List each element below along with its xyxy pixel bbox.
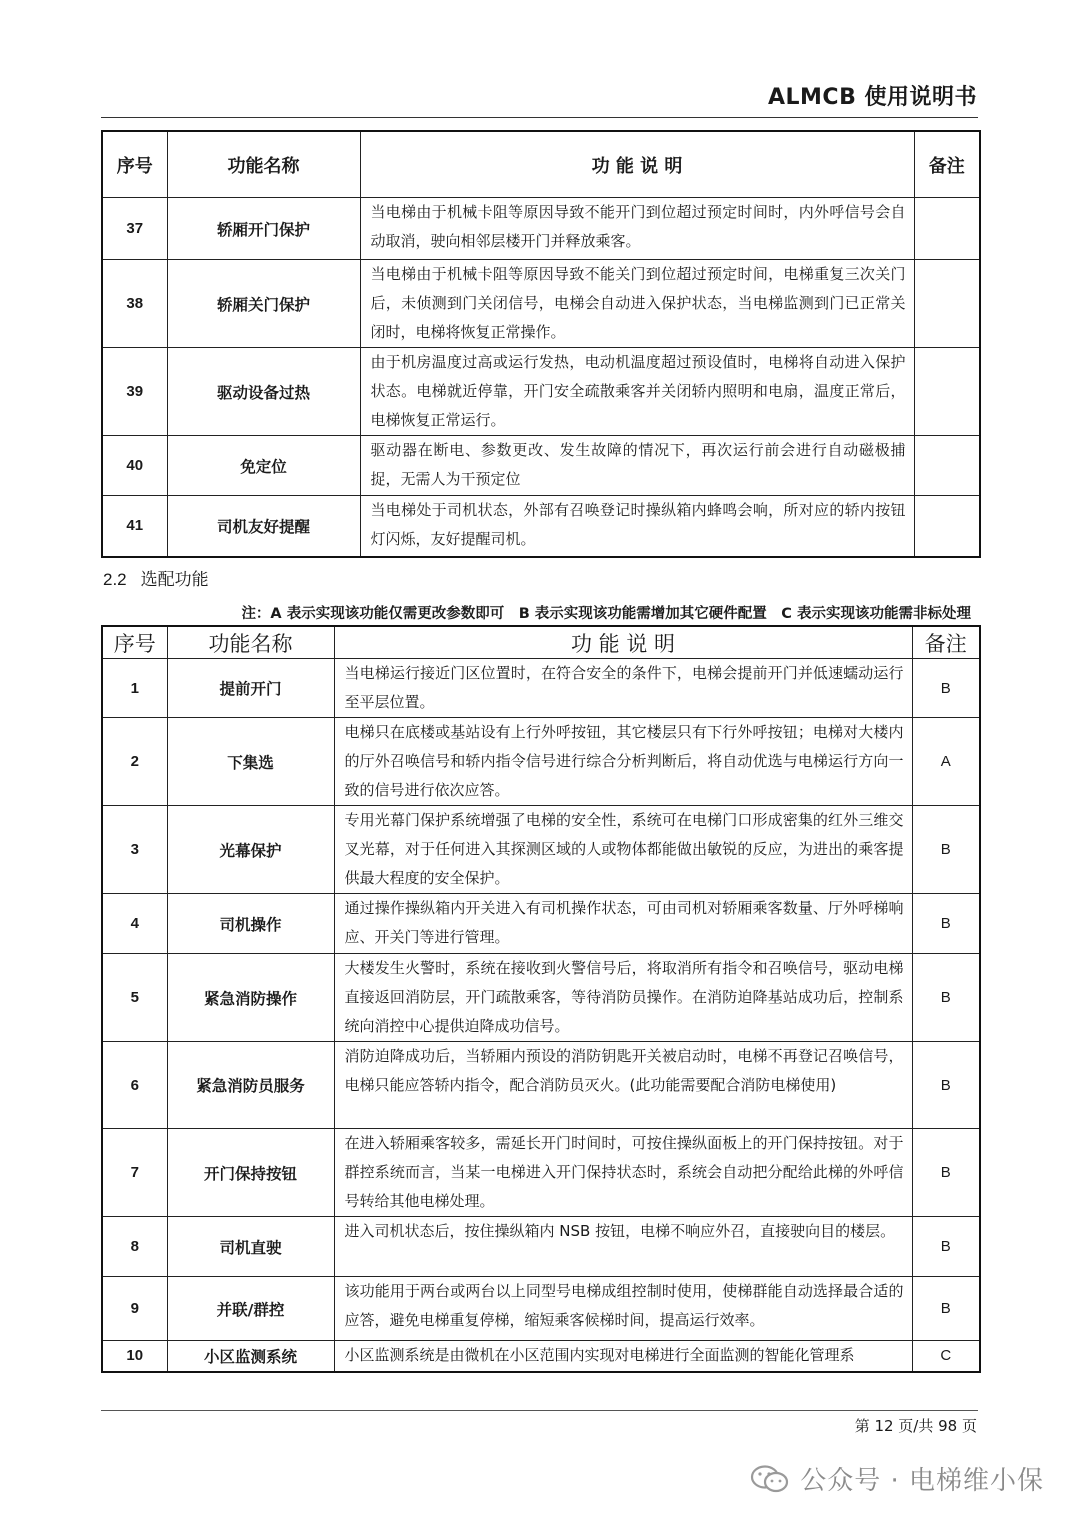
table-row <box>102 718 980 806</box>
function-description: 通过操作操纵箱内开关进入有司机操作状态，可由司机对轿厢乘客数量、厅外呼梯响应、开关门等进行管理。 <box>334 894 912 954</box>
remark: B <box>912 659 980 718</box>
row-number: 38 <box>102 260 167 348</box>
function-description: 当电梯运行接近门区位置时，在符合安全的条件下，电梯会提前开门并低速蠕动运行至平层位置。 <box>334 659 912 718</box>
page-number: 第 12 页/共 98 页 <box>854 1417 977 1435</box>
table-header-row <box>102 131 980 198</box>
table-row <box>102 954 980 1042</box>
function-name: 紧急消防操作 <box>167 954 334 1042</box>
wechat-icon <box>750 1464 790 1494</box>
table-row <box>102 1341 980 1372</box>
header-name: 功能名称 <box>167 131 360 198</box>
row-number: 9 <box>102 1277 167 1341</box>
table-row <box>102 806 980 894</box>
function-name: 光幕保护 <box>167 806 334 894</box>
header-no: 序号 <box>102 626 167 659</box>
header-name: 功能名称 <box>167 626 334 659</box>
function-name: 司机友好提醒 <box>167 496 360 557</box>
row-number: 2 <box>102 718 167 806</box>
function-name: 驱动设备过热 <box>167 348 360 436</box>
function-name: 开门保持按钮 <box>167 1129 334 1217</box>
standard-functions-table <box>101 130 981 558</box>
function-name: 下集选 <box>167 718 334 806</box>
remark <box>914 198 980 260</box>
remark <box>914 260 980 348</box>
function-description: 驱动器在断电、参数更改、发生故障的情况下，再次运行前会进行自动磁极捕捉，无需人为干预定位 <box>360 436 914 496</box>
header-desc: 功 能 说 明 <box>334 626 912 659</box>
row-number: 1 <box>102 659 167 718</box>
row-number: 7 <box>102 1129 167 1217</box>
function-description: 进入司机状态后，按住操纵箱内 NSB 按钮，电梯不响应外召，直接驶向目的楼层。 <box>334 1217 912 1277</box>
remark: A <box>912 718 980 806</box>
function-name: 小区监测系统 <box>167 1341 334 1372</box>
section-heading <box>103 565 209 590</box>
function-name: 司机操作 <box>167 894 334 954</box>
remark: B <box>912 894 980 954</box>
remark <box>914 348 980 436</box>
remark: B <box>912 1042 980 1129</box>
header-note: 备注 <box>914 131 980 198</box>
function-description: 在进入轿厢乘客较多，需延长开门时间时，可按住操纵面板上的开门保持按钮。对于群控系统而言，当某一电梯进入开门保持状态时，系统会自动把分配给此梯的外呼信号转给其他电梯处理。 <box>334 1129 912 1217</box>
remark <box>914 436 980 496</box>
table-row <box>102 260 980 348</box>
header-desc: 功 能 说 明 <box>360 131 914 198</box>
table-row <box>102 348 980 436</box>
watermark-text: 公众号 · 电梯维小保 <box>800 1466 1044 1496</box>
remark <box>914 496 980 557</box>
row-number: 4 <box>102 894 167 954</box>
footer-divider <box>101 1410 978 1411</box>
optional-functions-table <box>101 625 981 1373</box>
table-row <box>102 496 980 557</box>
function-name: 提前开门 <box>167 659 334 718</box>
function-name: 免定位 <box>167 436 360 496</box>
table-row <box>102 1129 980 1217</box>
row-number: 6 <box>102 1042 167 1129</box>
table-row <box>102 1217 980 1277</box>
table-row <box>102 659 980 718</box>
table-row <box>102 436 980 496</box>
row-number: 41 <box>102 496 167 557</box>
function-description: 大楼发生火警时，系统在接收到火警信号后，将取消所有指令和召唤信号，驱动电梯直接返回消防层，开门疏散乘客，等待消防员操作。在消防迫降基站成功后，控制系统向消控中心提供迫降成功信号。 <box>334 954 912 1042</box>
function-description: 该功能用于两台或两台以上同型号电梯成组控制时使用，使梯群能自动选择最合适的应答，避免电梯重复停梯，缩短乘客候梯时间，提高运行效率。 <box>334 1277 912 1341</box>
watermark <box>750 1460 1044 1497</box>
section-title: 选配功能 <box>140 570 209 590</box>
function-description: 当电梯由于机械卡阻等原因导致不能关门到位超过预定时间，电梯重复三次关门后，未侦测到门关闭信号，电梯会自动进入保护状态，当电梯监测到门已正常关闭时，电梯将恢复正常操作。 <box>360 260 914 348</box>
header-no: 序号 <box>102 131 167 198</box>
function-description: 消防迫降成功后，当轿厢内预设的消防钥匙开关被启动时，电梯不再登记召唤信号，电梯只能应答轿内指令，配合消防员灭火。(此功能需要配合消防电梯使用) <box>334 1042 912 1129</box>
remark: B <box>912 954 980 1042</box>
function-name: 轿厢开门保护 <box>167 198 360 260</box>
function-description: 小区监测系统是由微机在小区范围内实现对电梯进行全面监测的智能化管理系 <box>334 1341 912 1372</box>
table-row <box>102 1277 980 1341</box>
function-description: 当电梯由于机械卡阻等原因导致不能开门到位超过预定时间时，内外呼信号会自动取消，驶向相邻层楼开门并释放乘客。 <box>360 198 914 260</box>
row-number: 40 <box>102 436 167 496</box>
section-number: 2.2 <box>103 570 127 589</box>
table-row <box>102 198 980 260</box>
function-name: 司机直驶 <box>167 1217 334 1277</box>
row-number: 3 <box>102 806 167 894</box>
function-description: 电梯只在底楼或基站设有上行外呼按钮，其它楼层只有下行外呼按钮；电梯对大楼内的厅外召唤信号和轿内指令信号进行综合分析判断后，将自动优选与电梯运行方向一致的信号进行依次应答。 <box>334 718 912 806</box>
function-description: 由于机房温度过高或运行发热，电动机温度超过预设值时，电梯将自动进入保护状态。电梯就近停靠，开门安全疏散乘客并关闭轿内照明和电扇，温度正常后，电梯恢复正常运行。 <box>360 348 914 436</box>
remark: C <box>912 1341 980 1372</box>
remark: B <box>912 1217 980 1277</box>
remark: B <box>912 1277 980 1341</box>
function-description: 当电梯处于司机状态，外部有召唤登记时操纵箱内蜂鸣会响，所对应的轿内按钮灯闪烁，友好提醒司机。 <box>360 496 914 557</box>
row-number: 10 <box>102 1341 167 1372</box>
table-header-row <box>102 626 980 659</box>
function-description: 专用光幕门保护系统增强了电梯的安全性，系统可在电梯门口形成密集的红外三维交叉光幕，对于任何进入其探测区域的人或物体都能做出敏锐的反应，为进出的乘客提供最大程度的安全保护。 <box>334 806 912 894</box>
function-name: 紧急消防员服务 <box>167 1042 334 1129</box>
header-divider <box>101 117 978 118</box>
table-row <box>102 1042 980 1129</box>
function-name: 并联/群控 <box>167 1277 334 1341</box>
table-row <box>102 894 980 954</box>
row-number: 5 <box>102 954 167 1042</box>
remark: B <box>912 806 980 894</box>
header-note: 备注 <box>912 626 980 659</box>
document-title: ALMCB 使用说明书 <box>767 85 977 110</box>
row-number: 37 <box>102 198 167 260</box>
remark: B <box>912 1129 980 1217</box>
function-name: 轿厢关门保护 <box>167 260 360 348</box>
legend-note: 注：A 表示实现该功能仅需更改参数即可 B 表示实现该功能需增加其它硬件配置 C 表示实现该功能需非标处理 <box>241 606 971 622</box>
row-number: 39 <box>102 348 167 436</box>
row-number: 8 <box>102 1217 167 1277</box>
